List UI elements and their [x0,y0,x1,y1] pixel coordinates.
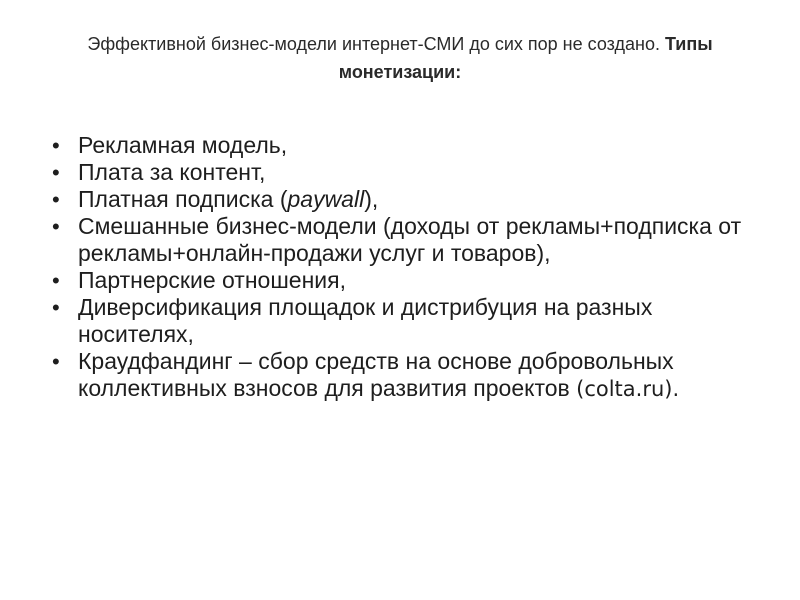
bullet-item-advertising [52,132,752,159]
bullet-item-mixed-models [52,213,752,267]
bullet-text: Рекламная модель, [78,132,288,158]
bullet-text: ), [364,186,379,212]
bullet-list [52,132,752,403]
slide-title-text: Эффективной бизнес-модели интернет-СМИ до сих пор не создано. [87,34,660,54]
bullet-text: Диверсификация площадок и дистрибуция на разных носителях, [78,294,653,347]
bullet-text-italic: paywall [287,186,365,212]
bullet-text: Платная подписка ( [78,186,288,212]
bullet-text: Смешанные бизнес-модели (доходы от рекламы+подписка от рекламы+онлайн-продажи услуг и товаров), [78,213,742,266]
bullet-item-subscription [52,186,752,213]
bullet-item-diversification [52,294,752,348]
bullet-item-partnerships [52,267,752,294]
bullet-item-paid-content [52,159,752,186]
slide-title [60,30,740,86]
bullet-item-crowdfunding [52,348,752,403]
slide-title-bold: Типы монетизации: [338,34,713,82]
bullet-text: Краудфандинг – сбор средств на основе добровольных коллективных взносов для развития проектов [78,348,674,401]
bullet-text-source: (colta.ru). [576,377,680,401]
bullet-text: Плата за контент, [78,159,266,185]
bullet-text: Партнерские отношения, [78,267,346,293]
